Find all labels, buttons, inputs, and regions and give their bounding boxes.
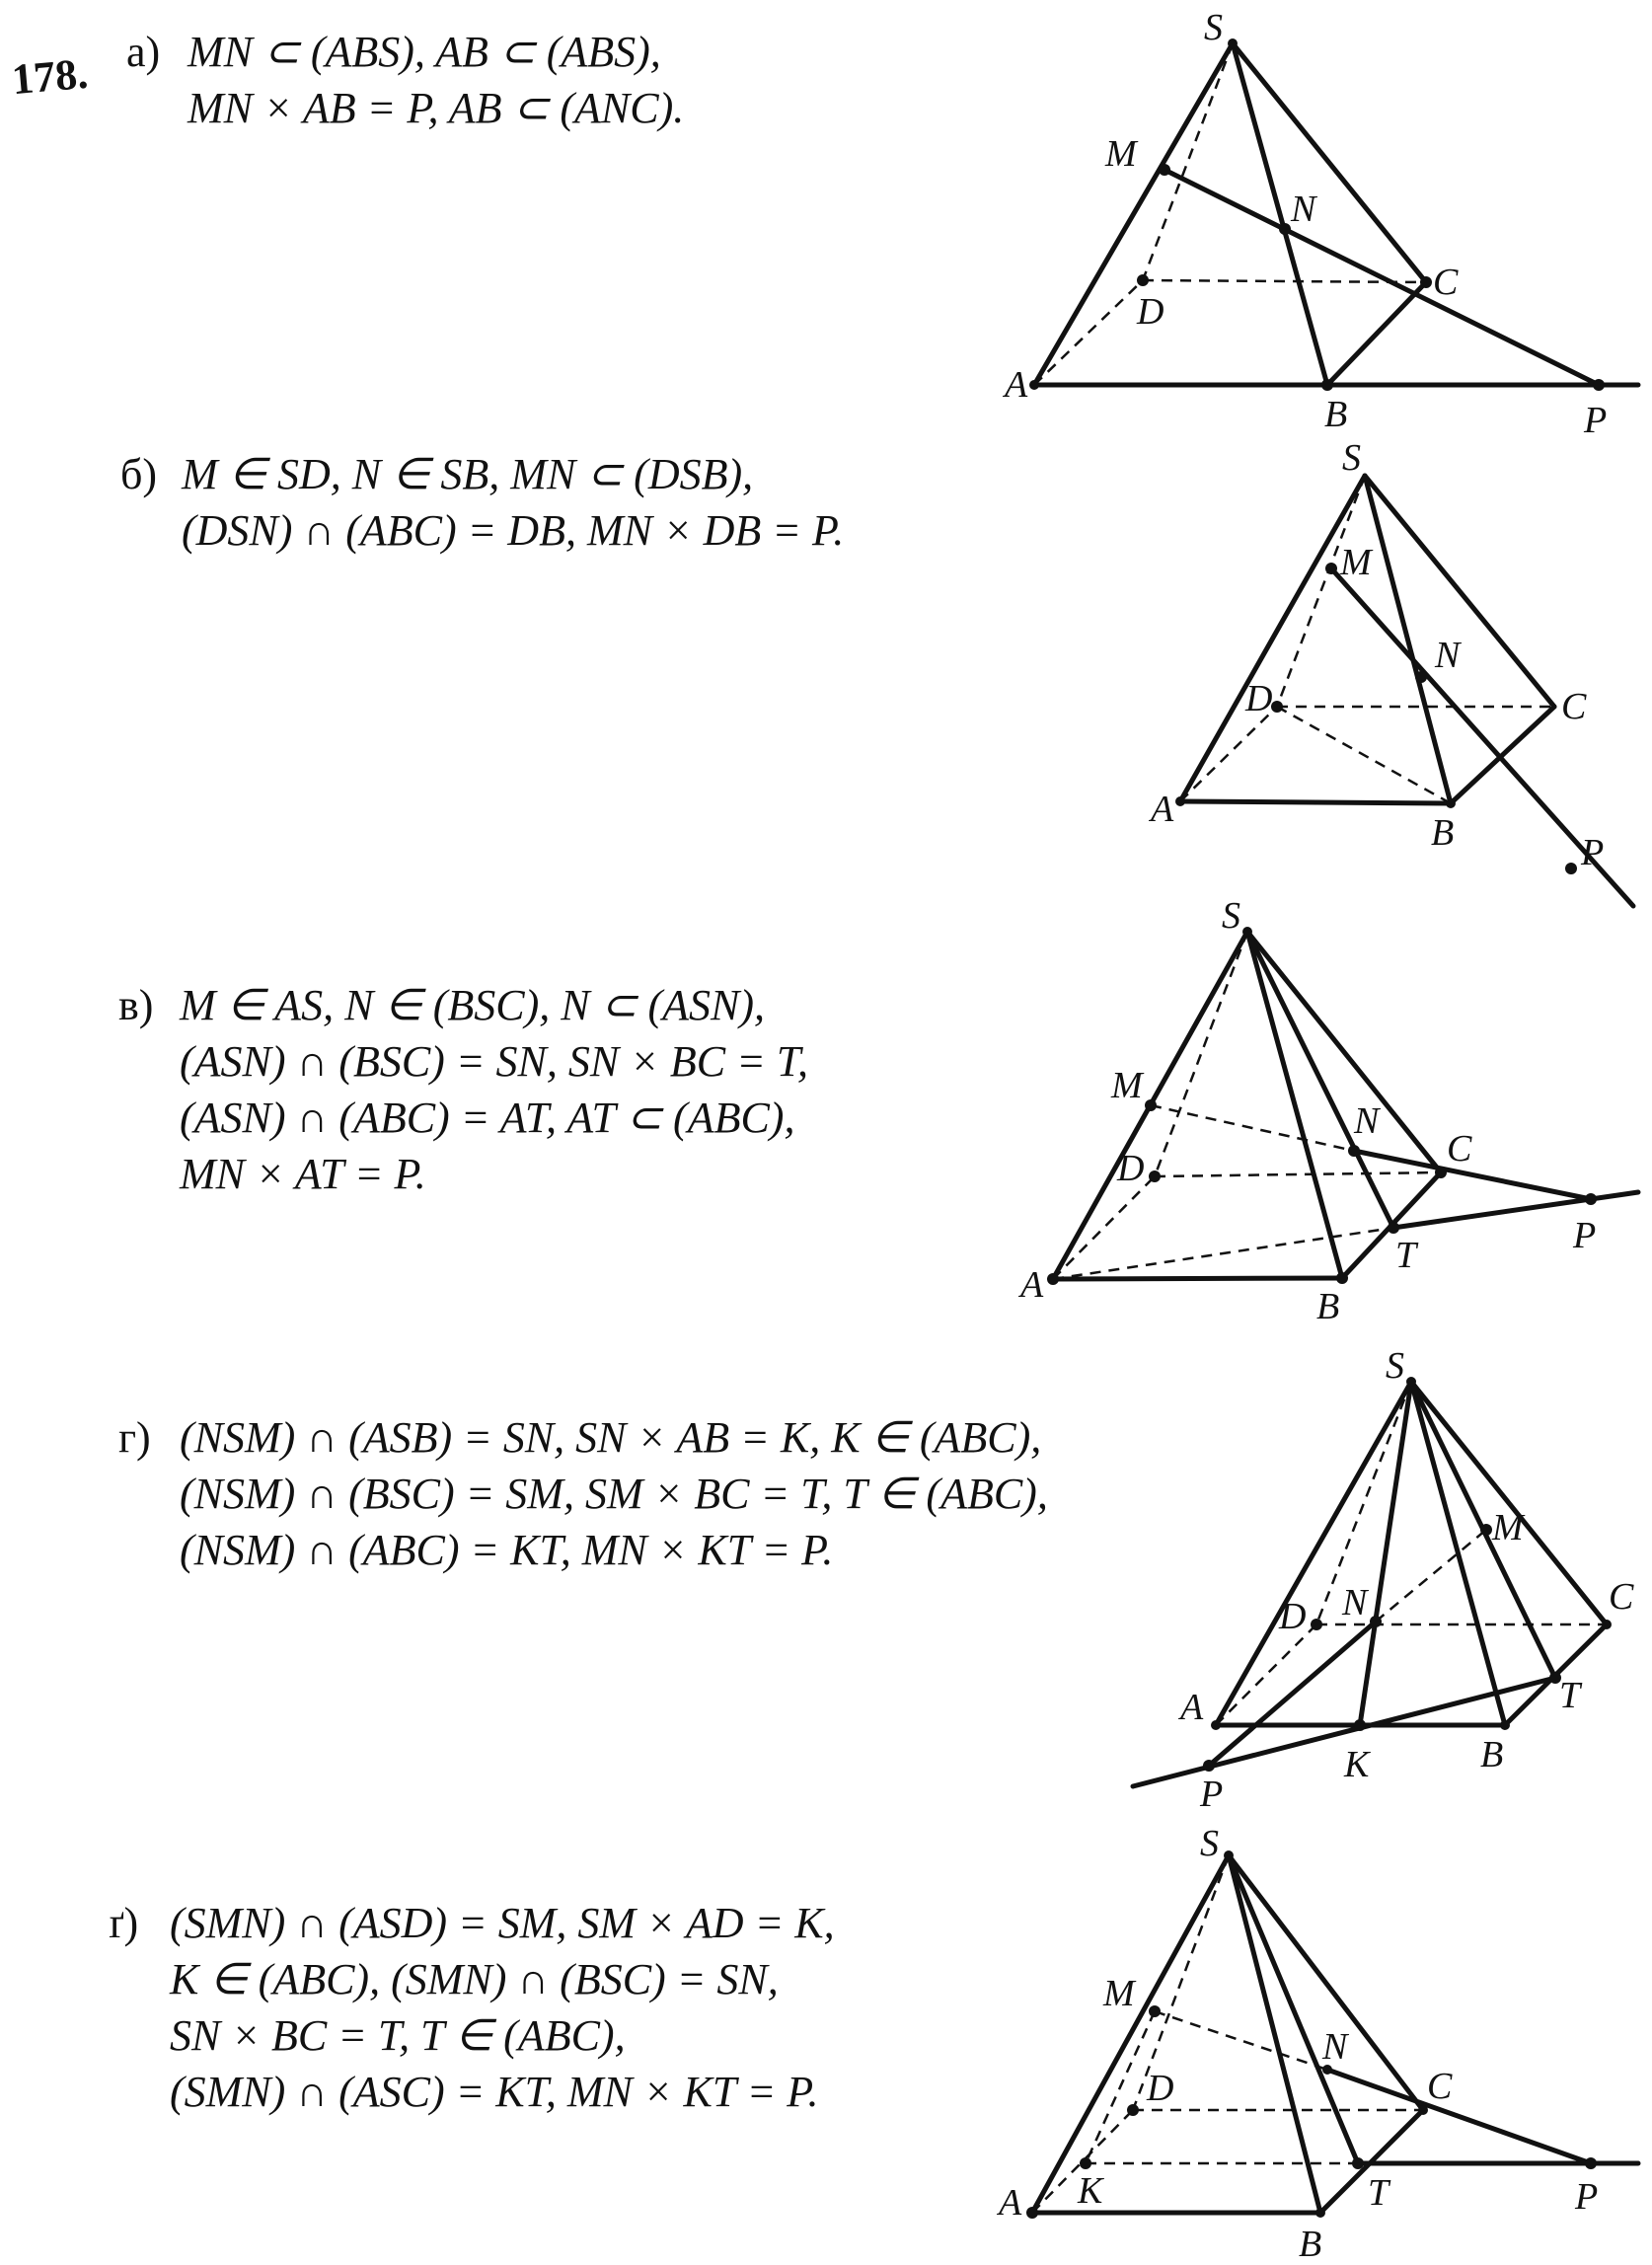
- part-line: K ∈ (ABC), (SMN) ∩ (BSC) = SN,: [170, 1955, 779, 2003]
- part-label: в): [118, 981, 154, 1029]
- edge-dc: [1155, 1172, 1441, 1176]
- label-k: K: [1344, 1744, 1370, 1785]
- part-line: (NSM) ∩ (ABC) = KT, MN × KT = P.: [180, 1526, 834, 1574]
- label-s: S: [1386, 1345, 1404, 1387]
- part-line: MN × AT = P.: [180, 1150, 426, 1198]
- point-n: [1370, 1616, 1382, 1627]
- point-a: [1026, 2207, 1038, 2219]
- point-p: [1593, 379, 1605, 391]
- point-b: [1321, 379, 1333, 391]
- label-p: P: [1584, 400, 1608, 441]
- point-b: [1336, 1272, 1348, 1284]
- point-c: [1602, 1620, 1612, 1629]
- point-b: [1500, 1720, 1510, 1730]
- label-m: M: [1105, 133, 1137, 175]
- label-t: T: [1559, 1675, 1581, 1716]
- label-p: P: [1575, 2176, 1599, 2218]
- label-b: B: [1316, 1286, 1340, 1327]
- label-m: M: [1492, 1507, 1524, 1548]
- point-d: [1271, 701, 1283, 713]
- edge-sa: [1034, 43, 1233, 385]
- point-n: [1415, 671, 1427, 683]
- label-b: B: [1299, 2224, 1322, 2265]
- part-line: (NSM) ∩ (ASB) = SN, SN × AB = K, K ∈ (ABC),: [180, 1413, 1042, 1462]
- figure-1: [1002, 7, 1638, 441]
- point-a: [1211, 1720, 1221, 1730]
- label-c: C: [1427, 2066, 1453, 2107]
- point-m: [1145, 1099, 1157, 1111]
- point-a: [1047, 1273, 1059, 1285]
- point-s: [1228, 38, 1238, 48]
- label-a: A: [999, 2182, 1022, 2224]
- label-b: B: [1431, 812, 1455, 854]
- point-p: [1565, 863, 1577, 874]
- line-sk: [1360, 1382, 1411, 1725]
- label-c: C: [1433, 262, 1459, 303]
- figure-4: [1133, 1345, 1634, 1815]
- label-d: D: [1147, 2068, 1174, 2109]
- label-m: M: [1103, 1973, 1135, 2014]
- point-k: [1354, 1719, 1366, 1731]
- line-db: [1277, 707, 1451, 803]
- point-n: [1279, 223, 1291, 235]
- point-a: [1175, 796, 1185, 806]
- label-p: P: [1200, 1774, 1224, 1815]
- edge-sc: [1247, 932, 1441, 1172]
- line-mn: [1151, 1105, 1354, 1151]
- label-b: B: [1324, 394, 1348, 435]
- edge-sb: [1229, 1855, 1320, 2213]
- part-label: а): [126, 28, 161, 76]
- part-line: M ∈ SD, N ∈ SB, MN ⊂ (DSB),: [182, 450, 754, 498]
- label-a: A: [1180, 1687, 1204, 1728]
- part-label: б): [120, 450, 158, 498]
- edge-sb: [1411, 1382, 1505, 1725]
- point-c: [1435, 1167, 1447, 1178]
- label-s: S: [1204, 7, 1223, 48]
- point-p: [1203, 1760, 1215, 1772]
- line-st: [1229, 1855, 1358, 2163]
- point-s: [1406, 1377, 1416, 1387]
- point-t: [1388, 1222, 1399, 1234]
- point-d: [1149, 1170, 1161, 1182]
- part-line: (NSM) ∩ (BSC) = SM, SM × BC = T, T ∈ (ABC),: [180, 1470, 1048, 1518]
- point-m: [1325, 563, 1337, 574]
- line-np: [1354, 1151, 1591, 1199]
- label-a: A: [1151, 789, 1174, 830]
- label-s: S: [1200, 1823, 1219, 1864]
- line-nm: [1376, 1530, 1486, 1622]
- point-c: [1420, 276, 1432, 288]
- label-n: N: [1354, 1100, 1380, 1142]
- line-mn: [1155, 2011, 1327, 2070]
- label-k: K: [1078, 2170, 1103, 2212]
- part-line: MN × AB = P, AB ⊂ (ANC).: [188, 84, 685, 132]
- point-p: [1585, 1193, 1597, 1205]
- point-b: [1315, 2208, 1325, 2218]
- label-c: C: [1447, 1128, 1472, 1170]
- point-s: [1242, 927, 1252, 937]
- edge-ab: [1053, 1278, 1342, 1279]
- part-line: M ∈ AS, N ∈ (BSC), N ⊂ (ASN),: [180, 981, 766, 1029]
- label-n: N: [1342, 1582, 1368, 1623]
- point-d: [1311, 1619, 1322, 1630]
- label-d: D: [1137, 291, 1164, 333]
- part-label: г): [118, 1413, 151, 1462]
- point-n: [1348, 1145, 1360, 1157]
- part-line: (DSN) ∩ (ABC) = DB, MN × DB = P.: [182, 506, 845, 555]
- line-mk: [1086, 2011, 1155, 2163]
- edge-sb: [1247, 932, 1342, 1278]
- label-c: C: [1561, 686, 1587, 727]
- edge-sa: [1180, 476, 1365, 801]
- label-n: N: [1291, 189, 1316, 230]
- line-st: [1247, 932, 1393, 1228]
- label-n: N: [1435, 635, 1461, 676]
- label-m: M: [1111, 1065, 1143, 1106]
- line-tp: [1393, 1192, 1638, 1228]
- problem-number: 178.: [10, 48, 90, 105]
- point-m: [1159, 164, 1170, 176]
- part-line: (ASN) ∩ (ABC) = AT, AT ⊂ (ABC),: [180, 1094, 795, 1142]
- point-a: [1029, 380, 1039, 390]
- label-d: D: [1245, 678, 1273, 719]
- label-a: A: [1005, 364, 1028, 406]
- point-m: [1149, 2005, 1161, 2017]
- label-p: P: [1573, 1215, 1597, 1256]
- label-t: T: [1395, 1235, 1417, 1276]
- label-b: B: [1480, 1734, 1504, 1775]
- figure-2: [1148, 437, 1633, 906]
- point-k: [1080, 2157, 1091, 2169]
- edge-sd: [1143, 43, 1233, 280]
- part-line: (ASN) ∩ (BSC) = SN, SN × BC = T,: [180, 1037, 809, 1086]
- part-line: (SMN) ∩ (ASC) = KT, MN × KT = P.: [170, 2068, 819, 2116]
- part-line: MN ⊂ (ABS), AB ⊂ (ABS),: [188, 28, 661, 76]
- point-d: [1127, 2104, 1139, 2116]
- figure-5: [996, 1823, 1638, 2265]
- point-d: [1137, 274, 1149, 286]
- part-line: SN × BC = T, T ∈ (ABC),: [170, 2011, 626, 2060]
- label-p: P: [1581, 832, 1605, 873]
- label-t: T: [1368, 2172, 1389, 2214]
- label-d: D: [1117, 1148, 1145, 1189]
- part-label: ґ): [109, 1899, 139, 1947]
- label-s: S: [1222, 895, 1240, 937]
- part-line: (SMN) ∩ (ASD) = SM, SM × AD = K,: [170, 1899, 835, 1947]
- edge-sc: [1233, 43, 1426, 282]
- label-c: C: [1609, 1576, 1634, 1618]
- label-a: A: [1020, 1264, 1044, 1306]
- label-s: S: [1342, 437, 1361, 479]
- line-np: [1327, 2070, 1591, 2163]
- label-n: N: [1322, 2026, 1348, 2068]
- point-s: [1224, 1850, 1234, 1860]
- point-b: [1446, 798, 1456, 808]
- edge-sa: [1032, 1855, 1229, 2213]
- point-t: [1352, 2157, 1364, 2169]
- point-m: [1480, 1524, 1492, 1536]
- figure-3: [1017, 895, 1638, 1327]
- label-m: M: [1340, 542, 1372, 583]
- label-d: D: [1279, 1596, 1307, 1637]
- edge-ab: [1180, 801, 1451, 803]
- edge-bc: [1327, 282, 1426, 385]
- line-mp: [1164, 170, 1599, 385]
- point-p: [1585, 2157, 1597, 2169]
- edge-sd: [1155, 932, 1247, 1176]
